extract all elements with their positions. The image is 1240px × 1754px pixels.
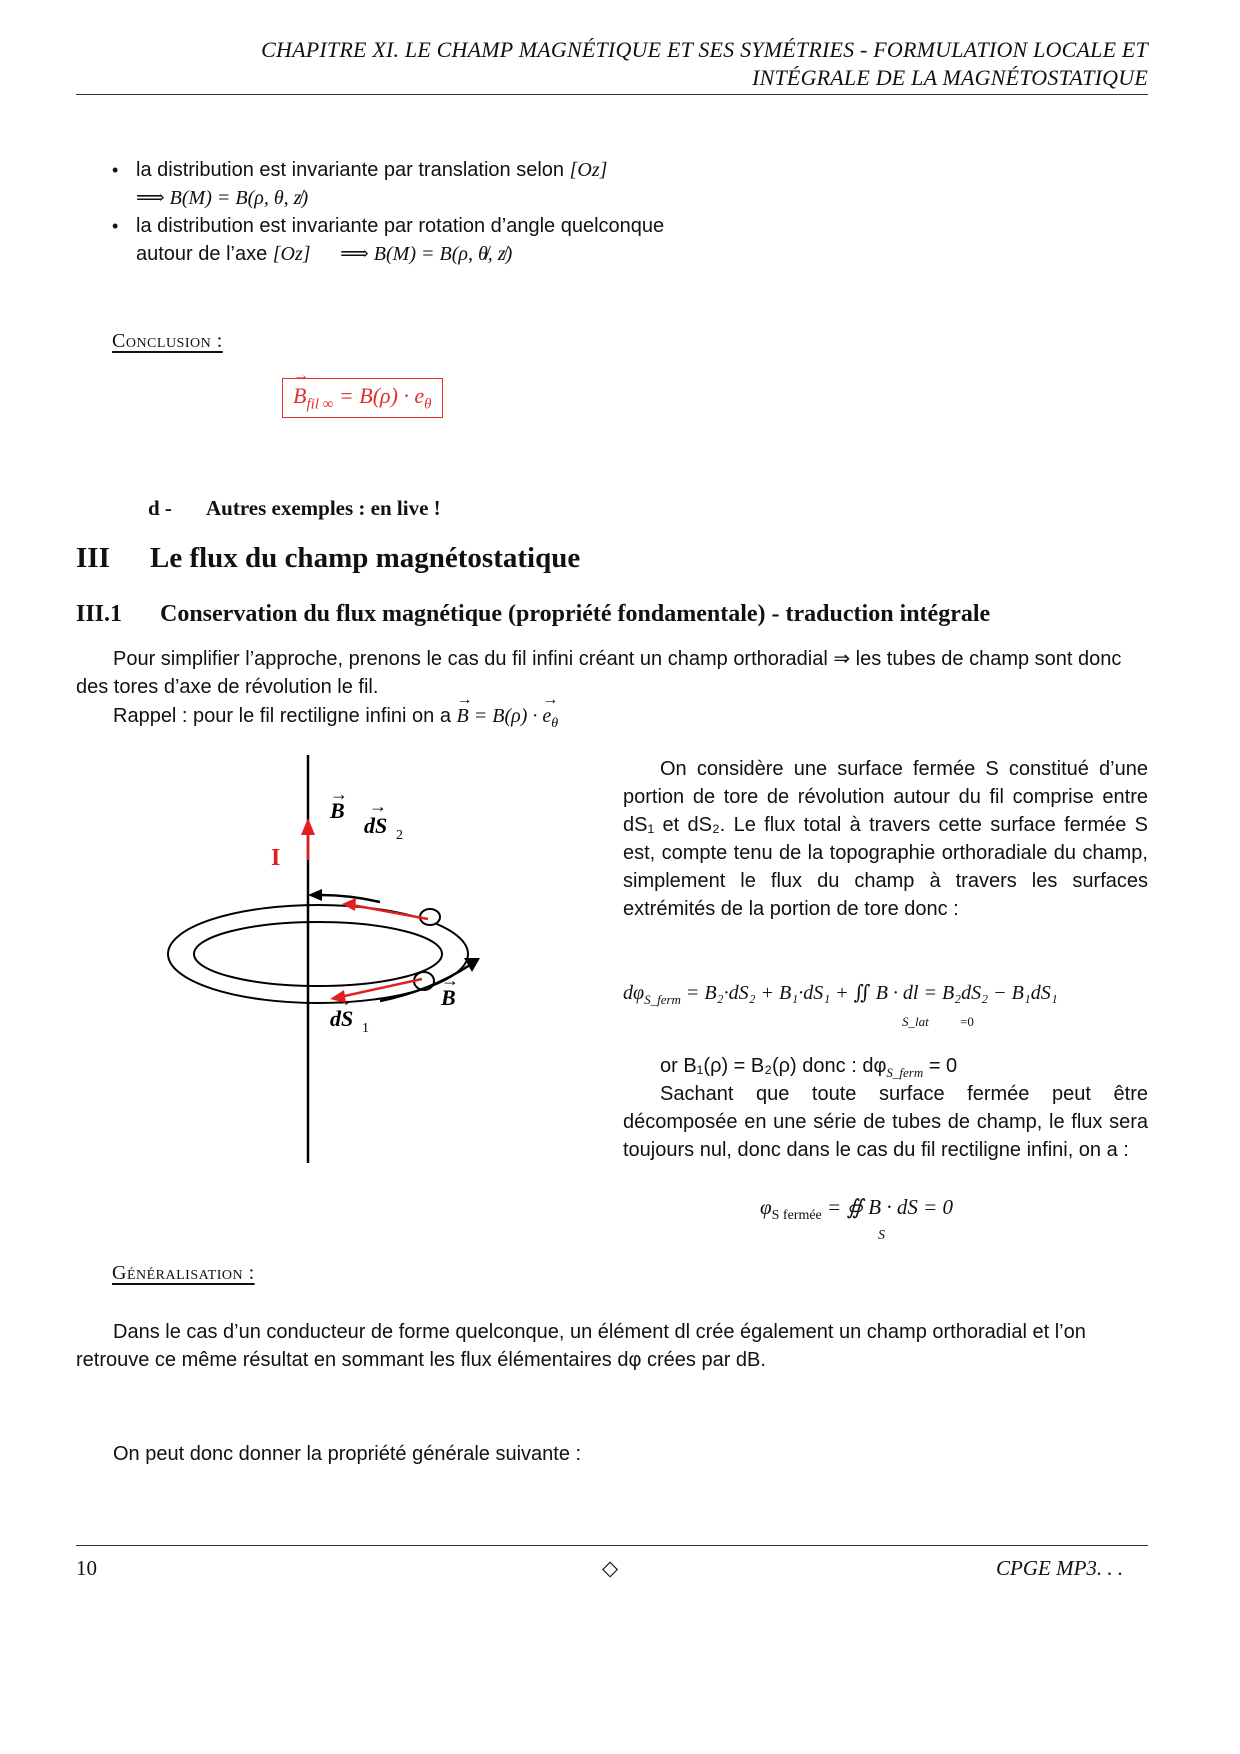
rappel-b-vector: → B <box>457 702 469 730</box>
p2-text: or B₁(ρ) = B₂(ρ) donc : dφ <box>660 1055 887 1077</box>
right-paragraph-3: Sachant que toute surface fermée peut être décomposée en une série de tubes de champ, le flux sera toujours nul, donc dans le cas du fil rectiligne infini, on a : <box>623 1083 1148 1161</box>
b-label-right-arrow: → <box>441 970 459 990</box>
equation-2 <box>760 1195 953 1224</box>
footer-diamond-icon: ◇ <box>602 1556 619 1580</box>
formula-sub2: θ <box>424 396 432 413</box>
bullet-math: [Oz] <box>569 159 608 181</box>
equation-1 <box>623 980 1058 1008</box>
subsection-d-title: Autres exemples : en live ! <box>206 496 441 520</box>
eq1-rhs: = B₂·dS₂ + B₁·dS₁ + ∬ B · dl = B₂dS₂ − B₁dS₁ <box>685 982 1058 1004</box>
bullet-item <box>112 212 712 268</box>
section-title: Le flux du champ magnétostatique <box>150 542 581 574</box>
eq2-under: S <box>878 1228 885 1243</box>
b-arrow-top-head-icon <box>308 889 322 901</box>
conclusion-formula-box <box>282 378 443 418</box>
header-rule <box>76 94 1148 95</box>
p2-sub: S_ferm <box>886 1065 924 1080</box>
current-arrow-icon <box>301 818 315 835</box>
eq2-rhs: = ∯ B · dS = 0 <box>827 1195 954 1219</box>
eq2-sub: S fermée <box>771 1208 822 1224</box>
bullet-math: [Oz] <box>272 243 311 265</box>
rappel-text: Rappel : pour le fil rectiligne infini on a <box>113 705 451 727</box>
rappel-theta-sub: θ <box>551 716 559 731</box>
current-label: I <box>271 845 281 871</box>
footer-right: CPGE MP3. . . <box>996 1556 1124 1580</box>
generalisation-paragraph-2: On peut donc donner la propriété générale suivante : <box>113 1443 582 1465</box>
bullet-text-2: autour de l’axe <box>136 243 268 265</box>
running-header <box>76 36 1148 92</box>
header-line-2: INTÉGRALE DE LA MAGNÉTOSTATIQUE <box>752 65 1148 90</box>
b-label-right: B <box>441 985 456 1010</box>
bullet-dot-icon: • <box>112 216 119 236</box>
b-arrow-bottom-head-icon <box>464 958 480 972</box>
footer-rule <box>76 1545 1148 1546</box>
page-number: 10 <box>76 1556 97 1580</box>
b-label-top-arrow: → <box>330 784 348 804</box>
torus-inner <box>194 922 442 986</box>
eq1-lhs-sub: S_ferm <box>644 992 681 1007</box>
generalisation-label: Généralisation : <box>112 1262 255 1284</box>
ds1-label: dS <box>330 1006 354 1031</box>
formula-rhs: = B(ρ) · e <box>338 383 425 408</box>
rappel-line: Rappel : pour le fil rectiligne infini on a → B = B(ρ) · → $e_\theta$ <box>113 702 813 738</box>
ds2-label-arrow: → <box>369 796 387 816</box>
ds1-label-arrow: → <box>334 990 352 1010</box>
p2-end: = 0 <box>928 1055 958 1077</box>
ds2-red-arrow <box>352 905 428 919</box>
subsection-d-number: d - <box>148 496 172 520</box>
formula-sub: fil ∞ <box>306 396 334 413</box>
section-number: III <box>76 542 110 574</box>
ds1-label-sub: 1 <box>362 1021 369 1036</box>
rappel-math: = B(ρ) · <box>473 705 543 727</box>
ds2-label-sub: 2 <box>396 828 403 843</box>
b-label-top: B <box>330 798 345 823</box>
bullet-dot-icon: • <box>112 160 119 180</box>
subsection-title: Conservation du flux magnétique (propriété fondamentale) - traduction intégrale <box>160 601 991 627</box>
conclusion-label: Conclusion : <box>112 330 223 352</box>
bullet-item <box>112 156 712 212</box>
bullet-list <box>112 156 712 268</box>
bullet-result: ⟹ B(M) = B(ρ, θ̸, z̸) <box>340 243 513 265</box>
generalisation-paragraph: Dans le cas d’un conducteur de forme quelconque, un élément dl crée également un champ orthoradial et l’on retrouve ce même résultat en sommant les flux élémentaires dφ crées par dB. <box>76 1321 1086 1371</box>
header-line-1: CHAPITRE XI. LE CHAMP MAGNÉTIQUE ET SES SYMÉTRIES - FORMULATION LOCALE ET <box>261 37 1148 62</box>
ds2-red-arrow-head-icon <box>342 898 356 911</box>
intro-paragraph: Pour simplifier l’approche, prenons le cas du fil infini créant un champ orthoradial ⇒ les tubes de champ sont donc des tores d’axe de révolution le fil. <box>76 648 1122 698</box>
subsection-number: III.1 <box>76 601 123 627</box>
formula-b-vector: → B <box>293 383 306 409</box>
eq1-lhs: dφ <box>623 982 645 1004</box>
eq1-under-brace: =0 <box>960 1014 974 1029</box>
torus-figure <box>130 755 550 1175</box>
ds2-label: dS <box>364 813 388 838</box>
eq1-under-int: S_lat <box>902 1014 929 1029</box>
bullet-text: la distribution est invariante par translation selon <box>136 159 565 181</box>
right-paragraph-1: On considère une surface fermée S constitué d’une portion de tore de révolution autour du fil comprise entre dS₁ et dS₂. Le flux total à travers cette surface fermée S est, compte tenu de la topographie orthoradiale du champ, simplement le flux du champ à travers les surfaces extrémités de la portion de tore donc : <box>623 758 1148 920</box>
bullet-result: ⟹ B(M) = B(ρ, θ, z̸) <box>136 187 309 209</box>
bullet-text: la distribution est invariante par rotation d’angle quelconque <box>136 215 665 237</box>
eq2-phi: φ <box>760 1195 772 1219</box>
